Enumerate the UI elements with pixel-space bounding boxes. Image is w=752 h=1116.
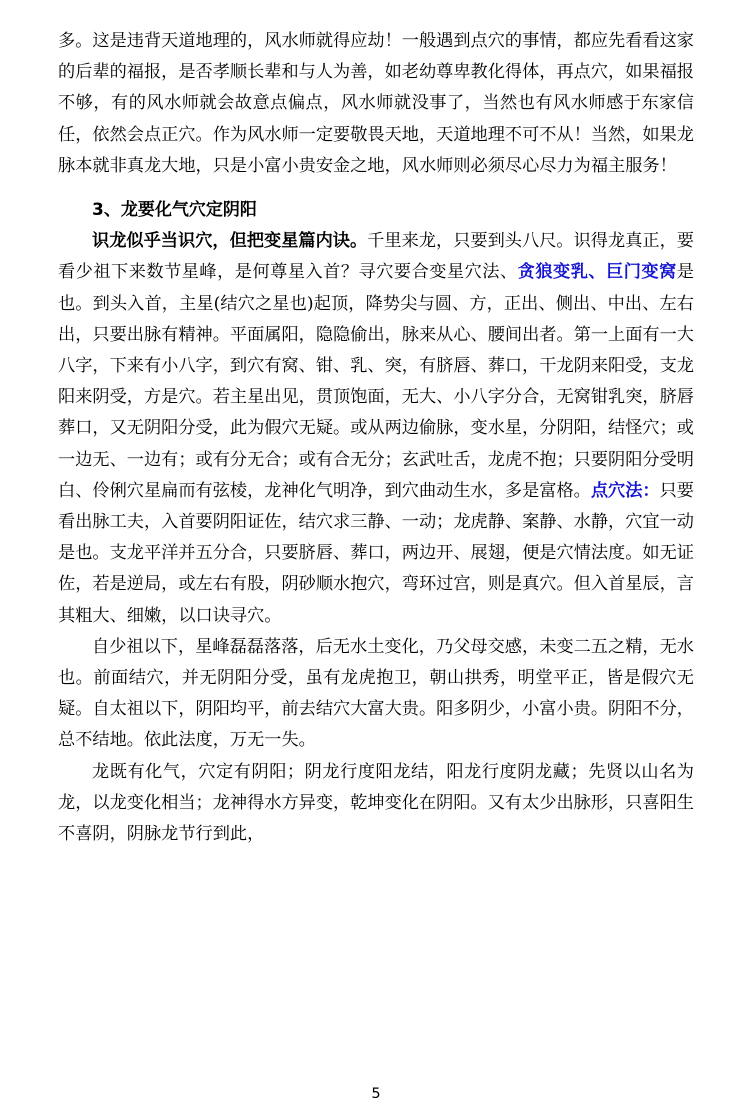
paragraph-text: 是也。到头入首，主星(结穴之星也)起顶，降势尖与圆、方，正出、侧出、中出、左右出，只要出脉有精神。平面属阳，隐隐偷出，脉来从心、腰间出者。第一上面有一大八字，下来有小八字，到穴有窝、钳、乳、突，有脐唇、葬口，干龙阴来阳受，支龙阳来阴受，方是穴。若主星出见，贯顶饱面，无大、小八字分合，无窝钳乳突，脐唇葬口，又无阴阳分受，此为假穴无疑。或从两边偷脉，变水星，分阴阳，结怪穴；或一边无、一边有；或有分无合；或有合无分；玄武吐舌，龙虎不抱；只要阴阳分受明白、伶俐穴星扁而有弦棱，龙神化气明净，到穴曲动生水，多是富格。	[58, 262, 694, 501]
paragraph-text: 多。这是违背天道地理的，风水师就得应劫！一般遇到点穴的事情，都应先看看这家的后辈的福报，是否孝顺长辈和与人为善，如老幼尊卑教化得体，再点穴，如果福报不够，有的风水师就会故意点偏点，风水师就没事了，当然也有风水师感于东家信任，依然会点正穴。作为风水师一定要敬畏天地，天道地理不可不从！当然，如果龙脉本就非真龙大地，只是小富小贵安金之地，风水师则必须尽心尽力为福主服务！	[58, 31, 694, 176]
section-heading: 3、龙要化气穴定阴阳	[92, 200, 257, 221]
page-number: 5	[371, 1086, 381, 1102]
paragraph-body-1	[58, 226, 694, 632]
highlight-term-2: 点穴法：	[590, 480, 660, 501]
paragraph-text: 自少祖以下，星峰磊磊落落，后无水土变化，乃父母交感，未变二五之精，无水也。前面结穴，并无阴阳分受，虽有龙虎抱卫，朝山拱秀，明堂平正，皆是假穴无疑。自太祖以下，阴阳均平，前去结穴大富大贵。阳多阴少，小富小贵。阴阳不分，总不结地。依此法度，万无一失。	[58, 636, 694, 751]
paragraph-continued	[58, 26, 694, 182]
paragraph-body-2	[58, 632, 694, 757]
paragraph-lead-bold: 识龙似乎当识穴，但把变星篇内诀。	[92, 231, 368, 252]
paragraph-body-3	[58, 757, 694, 851]
highlight-term-1: 贪狼变乳、巨门变窝	[517, 262, 677, 283]
paragraph-text: 只要看出脉工夫，入首要阴阳证佐，结穴求三静、一动；龙虎静、案静、水静，穴宜一动是也。支龙平洋并五分合，只要脐唇、葬口，两边开、展翅，便是穴情法度。如无证佐，若是逆局，或左右有股，阴砂顺水抱穴，弯环过宫，则是真穴。但入首星辰，言其粗大、细嫩，以口诀寻穴。	[58, 480, 694, 626]
paragraph-text: 龙既有化气，穴定有阴阳；阴龙行度阳龙结，阳龙行度阴龙藏；先贤以山名为龙，以龙变化相当；龙神得水方异变，乾坤变化在阴阳。又有太少出脉形，只喜阳生不喜阴，阴脉龙节行到此，	[58, 761, 694, 845]
paragraph-text: 千里来龙，只要到头八尺。识得龙真正，要看少祖下来数节星峰，是何尊星入首？寻穴要合变星穴法、	[58, 231, 694, 283]
